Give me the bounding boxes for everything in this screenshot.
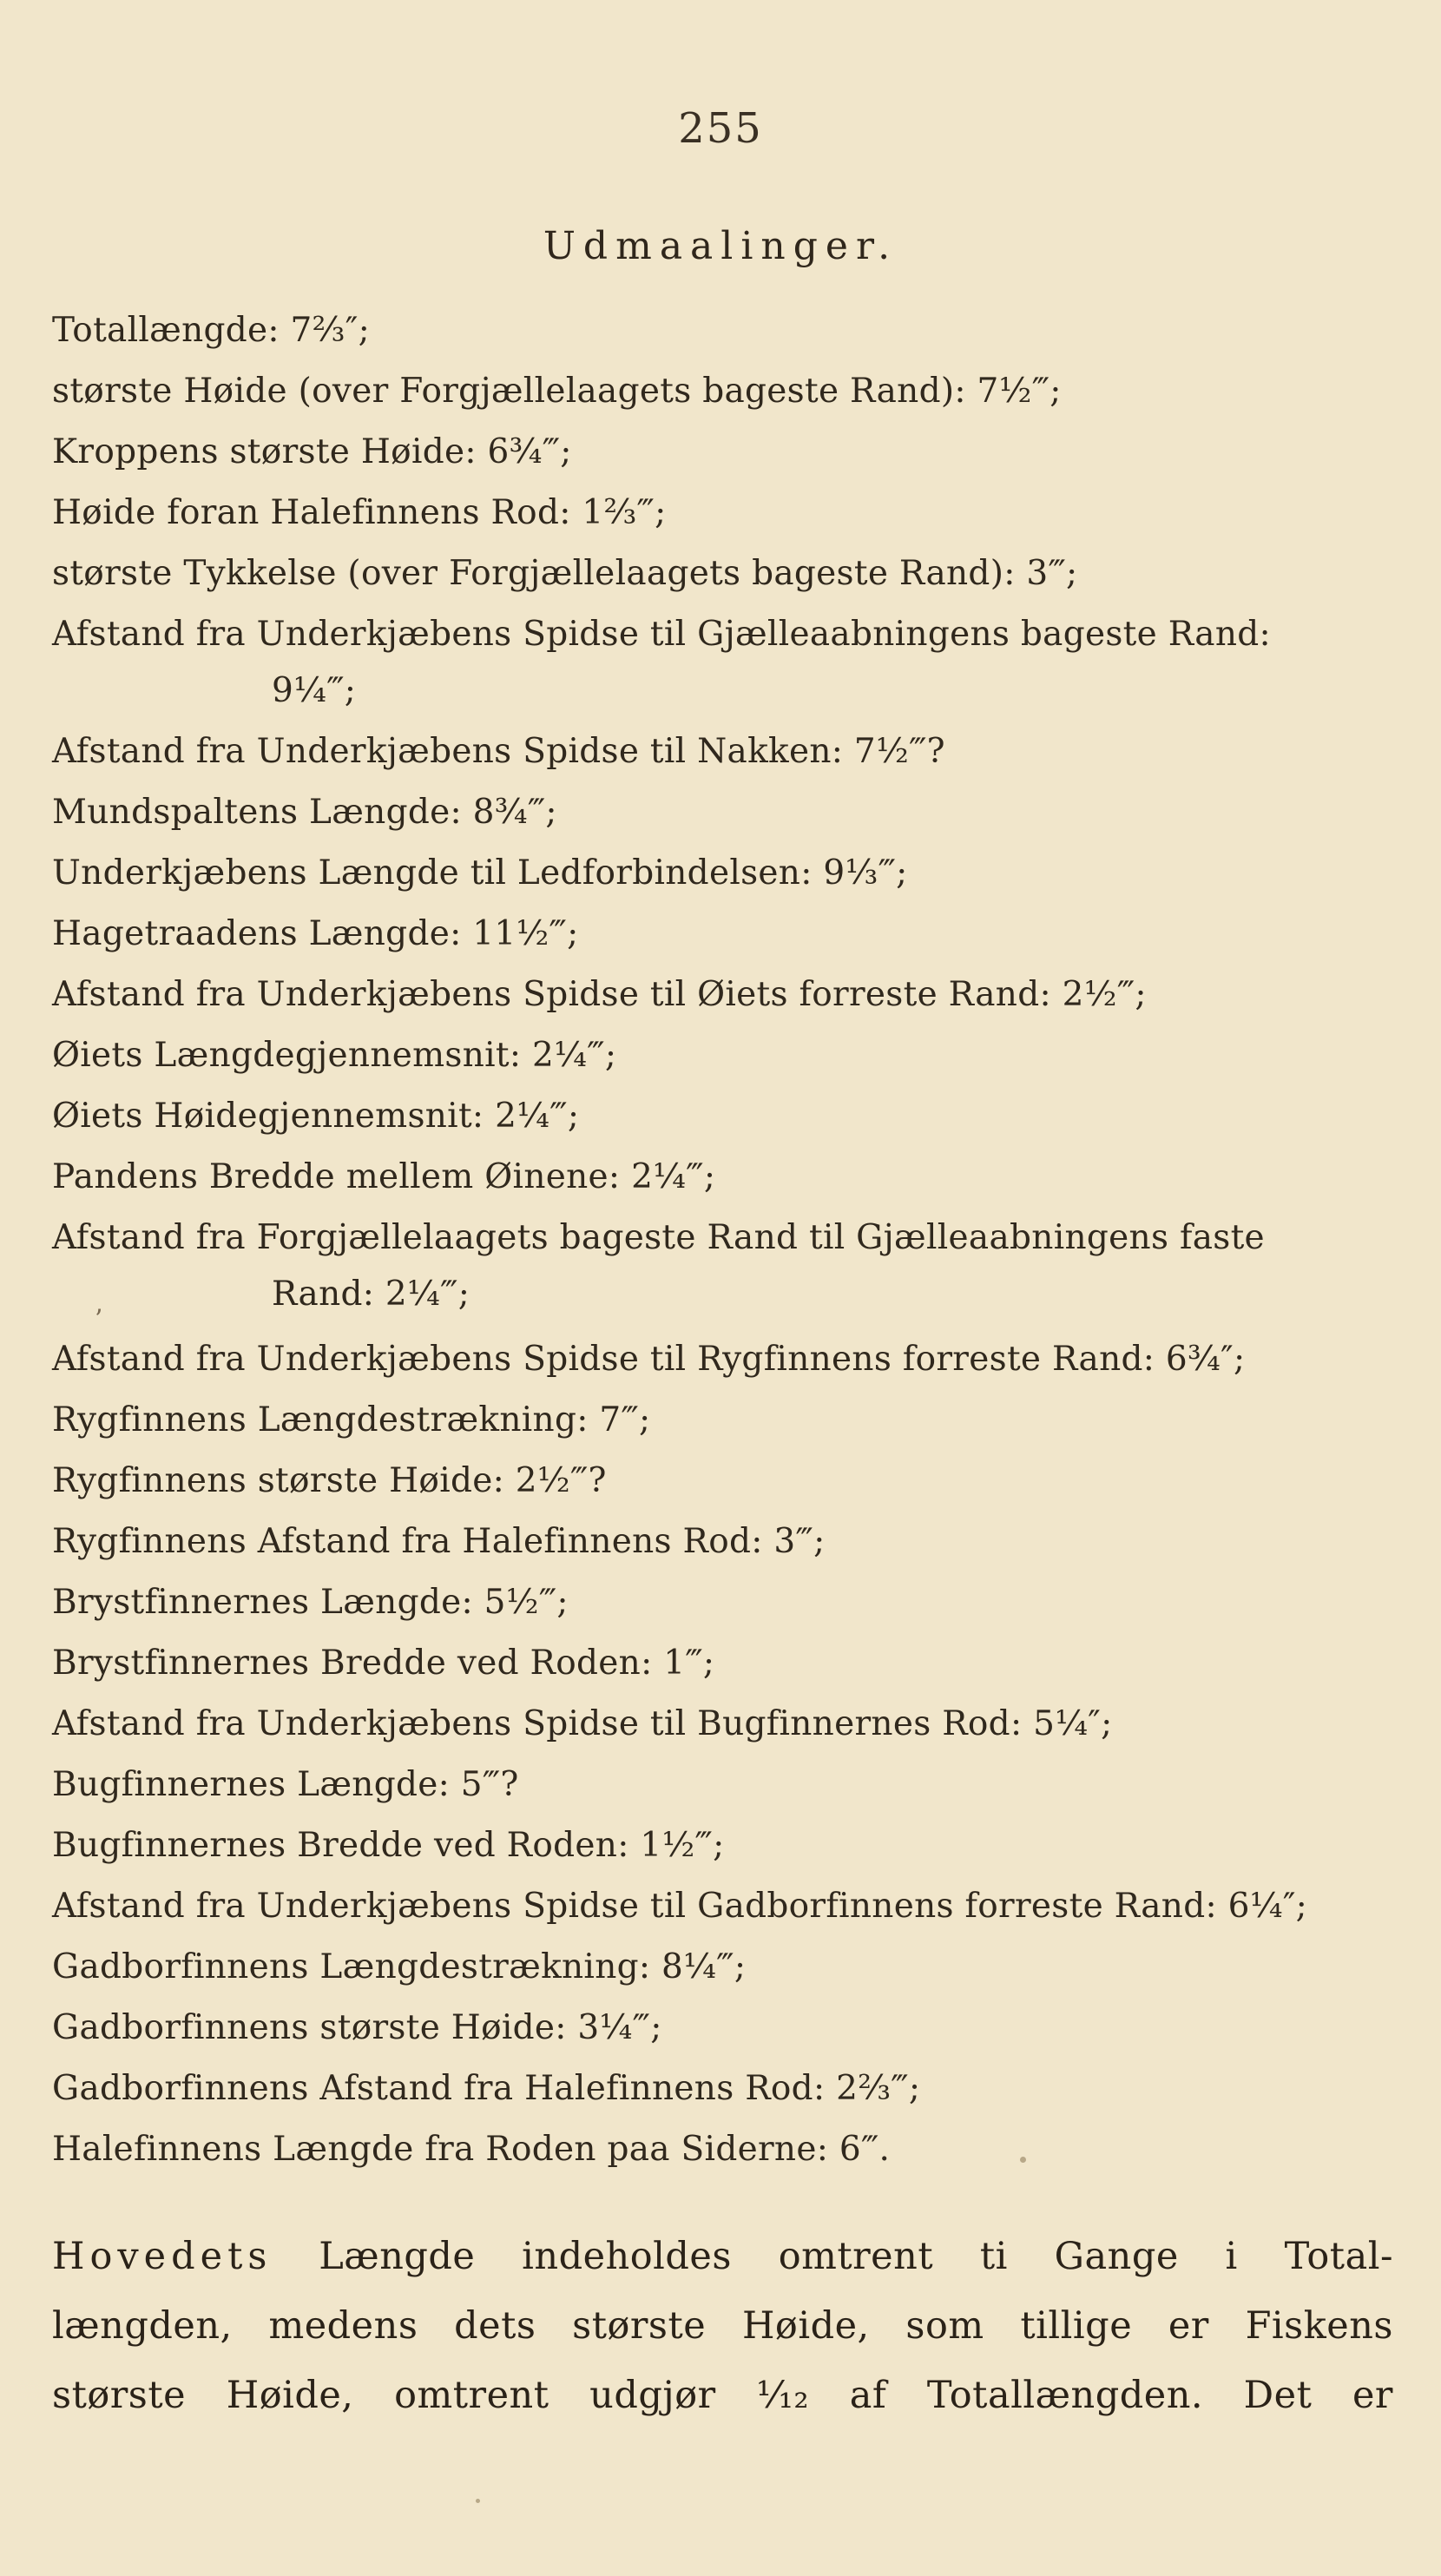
paragraph-line-3: største Høide, omtrent udgjør ¹⁄₁₂ af Totallængden. Det er <box>52 2374 1393 2417</box>
measurement-line: Afstand fra Underkjæbens Spidse til Gadborfinnens forreste Rand: 6¼″; <box>52 1887 1308 1926</box>
page-number: 255 <box>678 104 763 153</box>
measurement-line: Brystfinnernes Længde: 5½‴; <box>52 1583 569 1622</box>
measurement-line: Afstand fra Underkjæbens Spidse til Øiets forreste Rand: 2½‴; <box>52 975 1147 1014</box>
measurement-line: Afstand fra Underkjæbens Spidse til Nakken: 7½‴? <box>52 732 945 771</box>
margin-mark: ʼ <box>94 1305 102 1335</box>
measurement-line: Halefinnens Længde fra Roden paa Siderne: 6‴. <box>52 2130 891 2169</box>
paper-speck <box>476 2499 480 2503</box>
paragraph-text: Længde indeholdes omtrent ti Gange i Total- <box>319 2235 1393 2278</box>
paper-speck <box>1020 2157 1026 2163</box>
measurement-line: Øiets Længdegjennemsnit: 2¼‴; <box>52 1036 617 1075</box>
measurement-line: største Tykkelse (over Forgjællelaagets bageste Rand): 3‴; <box>52 554 1078 593</box>
measurement-line: Kroppens største Høide: 6¾‴; <box>52 432 572 471</box>
measurement-line-continuation: 9¼‴; <box>272 671 357 710</box>
measurement-line: Totallængde: 7⅔″; <box>52 311 371 350</box>
measurement-line: Rygfinnens største Høide: 2½‴? <box>52 1461 607 1500</box>
measurement-line: Hagetraadens Længde: 11½‴; <box>52 914 579 953</box>
measurement-line: Bugfinnernes Længde: 5‴? <box>52 1765 519 1804</box>
measurement-line: Gadborfinnens Afstand fra Halefinnens Rod: 2⅔‴; <box>52 2069 921 2108</box>
measurement-line: Afstand fra Underkjæbens Spidse til Rygfinnens forreste Rand: 6¾″; <box>52 1340 1246 1379</box>
measurement-line: Afstand fra Underkjæbens Spidse til Gjælleaabningens bageste Rand: <box>52 615 1271 654</box>
paragraph-line-1 <box>52 2235 1393 2278</box>
emphasis-word: Hovedets <box>52 2235 273 2278</box>
measurement-line: Mundspaltens Længde: 8¾‴; <box>52 793 557 832</box>
section-heading: Udmaalinger. <box>543 224 898 268</box>
measurement-line: Pandens Bredde mellem Øinene: 2¼‴; <box>52 1157 716 1196</box>
measurement-line: Øiets Høidegjennemsnit: 2¼‴; <box>52 1097 580 1136</box>
measurement-line: Rygfinnens Længdestrækning: 7‴; <box>52 1400 651 1440</box>
measurement-line-continuation: Rand: 2¼‴; <box>272 1275 470 1314</box>
measurement-line: Afstand fra Forgjællelaagets bageste Rand til Gjælleaabningens faste <box>52 1218 1265 1257</box>
paragraph-line-2: længden, medens dets største Høide, som tillige er Fiskens <box>52 2304 1393 2348</box>
measurement-line: Brystfinnernes Bredde ved Roden: 1‴; <box>52 1644 715 1683</box>
measurement-line: Rygfinnens Afstand fra Halefinnens Rod: 3‴; <box>52 1522 826 1561</box>
measurement-line: Gadborfinnens Længdestrækning: 8¼‴; <box>52 1947 747 1986</box>
measurement-line: Underkjæbens Længde til Ledforbindelsen: 9⅓‴; <box>52 853 908 893</box>
measurement-line: Bugfinnernes Bredde ved Roden: 1½‴; <box>52 1826 725 1865</box>
measurement-line: Gadborfinnens største Høide: 3¼‴; <box>52 2008 662 2047</box>
measurement-line: Afstand fra Underkjæbens Spidse til Bugfinnernes Rod: 5¼″; <box>52 1704 1113 1743</box>
measurement-line: største Høide (over Forgjællelaagets bageste Rand): 7½‴; <box>52 372 1062 411</box>
measurement-line: Høide foran Halefinnens Rod: 1⅔‴; <box>52 493 667 532</box>
